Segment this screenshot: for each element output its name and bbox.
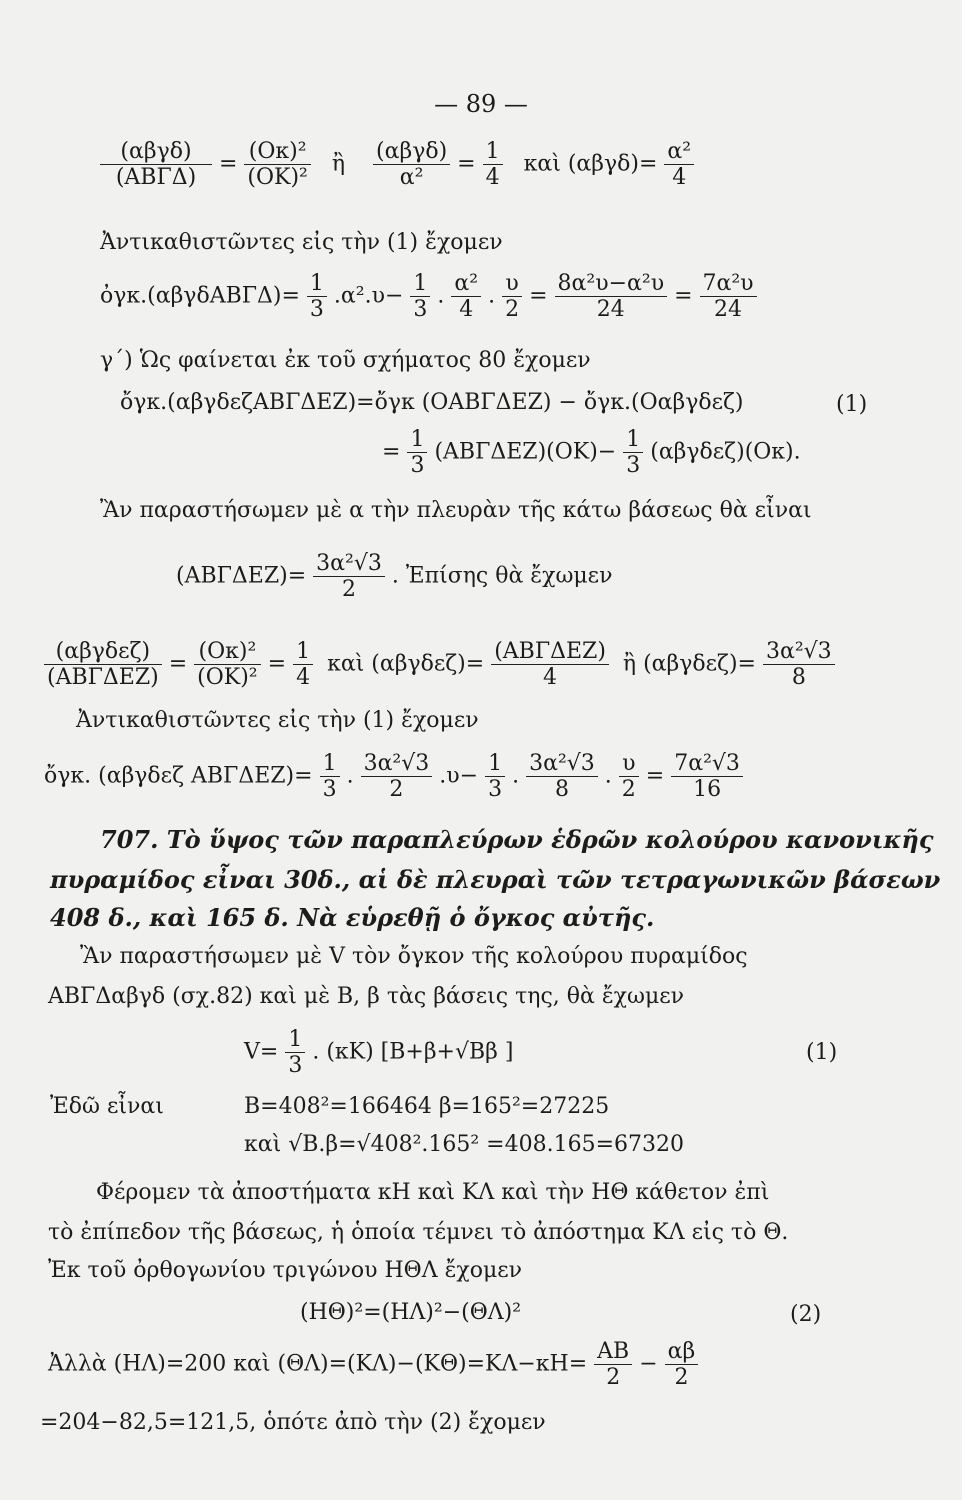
fraction-denominator: 4 (485, 165, 500, 191)
fraction-denominator: 8 (554, 777, 569, 803)
equation-text: = (645, 763, 665, 789)
fraction-numerator: (Οκ)² (194, 640, 260, 665)
fraction-denominator: 24 (714, 297, 743, 323)
text-line: Ἀντικαθιστῶντες εἰς τὴν (1) ἔχομεν (100, 230, 503, 255)
fraction-numerator: 1 (623, 428, 643, 453)
fraction-numerator: (ΑΒΓΔΕΖ) (491, 640, 609, 665)
fraction-numerator: (αβγδεζ) (44, 640, 162, 665)
text-and: καὶ (αβγδ)= (523, 151, 658, 177)
text-line: γ΄) Ὡς φαίνεται ἐκ τοῦ σχήματος 80 ἔχομεν (100, 348, 591, 373)
equation-text: = (529, 283, 548, 309)
fraction-numerator: υ (502, 272, 522, 297)
fraction-denominator: 3 (626, 453, 641, 479)
fraction-denominator: 4 (459, 297, 474, 323)
fraction-denominator: 4 (543, 665, 558, 691)
equation-pythagoras: (ΗΘ)²=(ΗΛ)²−(ΘΛ)² (300, 1300, 522, 1325)
fraction-numerator: υ (619, 752, 639, 777)
fraction-numerator: 1 (285, 1028, 305, 1053)
fraction-numerator: 3α²√3 (361, 752, 433, 777)
fraction-numerator: 8α²υ−α²υ (555, 272, 668, 297)
fraction-numerator: ΑΒ (594, 1340, 632, 1365)
equation-text: ὀγκ.(αβγδΑΒΓΔ)= (100, 283, 300, 309)
fraction-numerator: 1 (320, 752, 340, 777)
problem-statement-line-1: 707. Τὸ ὕψος τῶν παραπλεύρων ἑδρῶν κολούρου κανονικῆς (100, 825, 934, 854)
equation-text: − (639, 1351, 658, 1377)
equation-text: . (κΚ) [Β+β+√Ββ ] (312, 1039, 514, 1065)
text-line: τὸ ἐπίπεδον τῆς βάσεως, ἡ ὁποία τέμνει τὸ ἀπόστημα ΚΛ εἰς τὸ Θ. (48, 1220, 789, 1245)
fraction-numerator: 1 (410, 272, 430, 297)
equation-text: V= (244, 1039, 279, 1065)
fraction-denominator: 4 (296, 665, 311, 691)
fraction-denominator: 8 (791, 665, 806, 691)
fraction-denominator: (ΟΚ)² (197, 665, 258, 691)
fraction-denominator: 2 (606, 1365, 621, 1391)
equation-text: .υ− (439, 763, 479, 789)
equation-volume-1 (100, 272, 757, 321)
equation-text: = (382, 439, 401, 465)
equation-text: ὄγκ. (αβγδεζ ΑΒΓΔΕΖ)= (44, 763, 313, 789)
fraction-denominator: (ΟΚ)² (247, 165, 308, 191)
equation-number: (2) (790, 1302, 822, 1327)
page-number: — 89 — (434, 90, 528, 118)
equation-text: . Ἐπίσης θὰ ἔχωμεν (391, 563, 613, 589)
fraction-numerator: 3α²√3 (526, 752, 598, 777)
equation-number: (1) (806, 1040, 838, 1065)
equation-volume-3 (382, 428, 801, 477)
equation-text: . (488, 283, 496, 309)
equation-text: . (512, 763, 520, 789)
equation-volume-2: ὄγκ.(αβγδεζΑΒΓΔΕΖ)=ὄγκ (ΟΑΒΓΔΕΖ) − ὄγκ.(Οαβγδεζ) (120, 390, 744, 415)
text-line: Ἂν παραστήσωμεν μὲ V τὸν ὄγκον τῆς κολούρου πυραμίδος (80, 944, 748, 969)
equation-text: (ΑΒΓΔΕΖ)= (176, 563, 307, 589)
equation-text: = (674, 283, 693, 309)
text-line: Ἐκ τοῦ ὀρθογωνίου τριγώνου ΗΘΛ ἔχομεν (48, 1258, 523, 1283)
equation-root: καὶ √Β.β=√408².165² =408.165=67320 (244, 1132, 685, 1157)
fraction-numerator: 1 (485, 752, 505, 777)
fraction-denominator: (ΑΒΓΔ) (115, 165, 197, 191)
fraction-numerator: 1 (483, 140, 503, 165)
fraction-numerator: (Οκ)² (244, 140, 310, 165)
equation-text: . (437, 283, 445, 309)
fraction-denominator: 2 (674, 1365, 689, 1391)
text-line: =204−82,5=121,5, ὁπότε ἀπὸ τὴν (2) ἔχομεν (40, 1410, 546, 1435)
fraction-denominator: 3 (288, 1053, 303, 1079)
equation-text: (ΑΒΓΔΕΖ)(ΟΚ)− (434, 439, 617, 465)
equation-text: Ἀλλὰ (ΗΛ)=200 καὶ (ΘΛ)=(ΚΛ)−(ΚΘ)=ΚΛ−κΗ= (48, 1351, 588, 1377)
fraction-denominator: 3 (488, 777, 503, 803)
equation-ratio-1: $\frac{\text{(αβγδ)}}{\text{(ΑΒΓΔ)}}$ = $\frac{\text{(Οκ)²}}{\text{(ΟΚ)²}}$ ἢ $\frac{\text{(αβγδ)}}{\text{α²}}$ = $\frac{1}{4}$ καὶ (αβγδ)= $\frac{\text{α²}}{4}$ (100, 140, 694, 189)
fraction-denominator: 2 (342, 577, 356, 603)
equation-bases: Β=408²=166464 β=165²=27225 (244, 1094, 610, 1119)
equation-text: . (604, 763, 612, 789)
fraction-denominator: 4 (672, 165, 687, 191)
fraction-denominator: α² (399, 165, 424, 191)
equation-text: ἢ (αβγδεζ)= (622, 651, 756, 677)
fraction-numerator: 3α²√3 (763, 640, 835, 665)
problem-statement-line-2: πυραμίδος εἶναι 30δ., αἱ δὲ πλευραὶ τῶν τετραγωνικῶν βάσεων (50, 865, 941, 894)
fraction-numerator: α² (664, 140, 694, 165)
text-or: ἢ (331, 151, 346, 177)
fraction-numerator: 7α²υ (700, 272, 757, 297)
equation-text: (αβγδεζ)(Οκ). (650, 439, 801, 465)
fraction-denominator: (ΑΒΓΔΕΖ) (47, 665, 159, 691)
fraction-numerator: (αβγδ) (100, 140, 212, 165)
text-line: Ἀντικαθιστῶντες εἰς τὴν (1) ἔχομεν (76, 708, 479, 733)
fraction-denominator: 16 (693, 777, 722, 803)
equation-text: . (346, 763, 354, 789)
fraction-denominator: 2 (389, 777, 404, 803)
equation-text: = (168, 651, 188, 677)
equation-ratio-2 (44, 640, 835, 689)
equation-area (176, 552, 612, 601)
equation-text: .α².υ− (333, 283, 404, 309)
equation-text: = (267, 651, 287, 677)
fraction-denominator: 3 (410, 453, 425, 479)
equation-segment (48, 1340, 698, 1389)
text-line: ΑΒΓΔαβγδ (σχ.82) καὶ μὲ Β, β τὰς βάσεις της, θὰ ἔχωμεν (48, 984, 685, 1009)
problem-statement-line-3: 408 δ., καὶ 165 δ. Νὰ εὑρεθῇ ὁ ὄγκος αὐτῆς. (50, 903, 655, 932)
text-line: Ἂν παραστήσωμεν μὲ α τὴν πλευρὰν τῆς κάτω βάσεως θὰ εἶναι (100, 498, 812, 523)
equation-frustum-volume (244, 1028, 513, 1077)
equation-volume-4 (44, 752, 743, 801)
equation-text: καὶ (αβγδεζ)= (327, 651, 485, 677)
fraction-denominator: 3 (322, 777, 337, 803)
fraction-numerator: αβ (665, 1340, 699, 1365)
fraction-denominator: 2 (621, 777, 636, 803)
fraction-numerator: α² (451, 272, 481, 297)
fraction-denominator: 2 (505, 297, 520, 323)
fraction-numerator: 3α²√3 (313, 552, 385, 577)
fraction-numerator: 7α²√3 (671, 752, 743, 777)
fraction-numerator: 1 (293, 640, 313, 665)
text-line: Ἐδῶ εἶναι (50, 1094, 164, 1119)
fraction-numerator: 1 (407, 428, 427, 453)
fraction-denominator: 24 (596, 297, 625, 323)
fraction-numerator: (αβγδ) (373, 140, 450, 165)
fraction-denominator: 3 (413, 297, 428, 323)
fraction-numerator: 1 (307, 272, 327, 297)
equation-number: (1) (836, 392, 868, 417)
text-line: Φέρομεν τὰ ἀποστήματα κΗ καὶ ΚΛ καὶ τὴν ΗΘ κάθετον ἐπὶ (96, 1180, 770, 1205)
fraction-denominator: 3 (309, 297, 324, 323)
